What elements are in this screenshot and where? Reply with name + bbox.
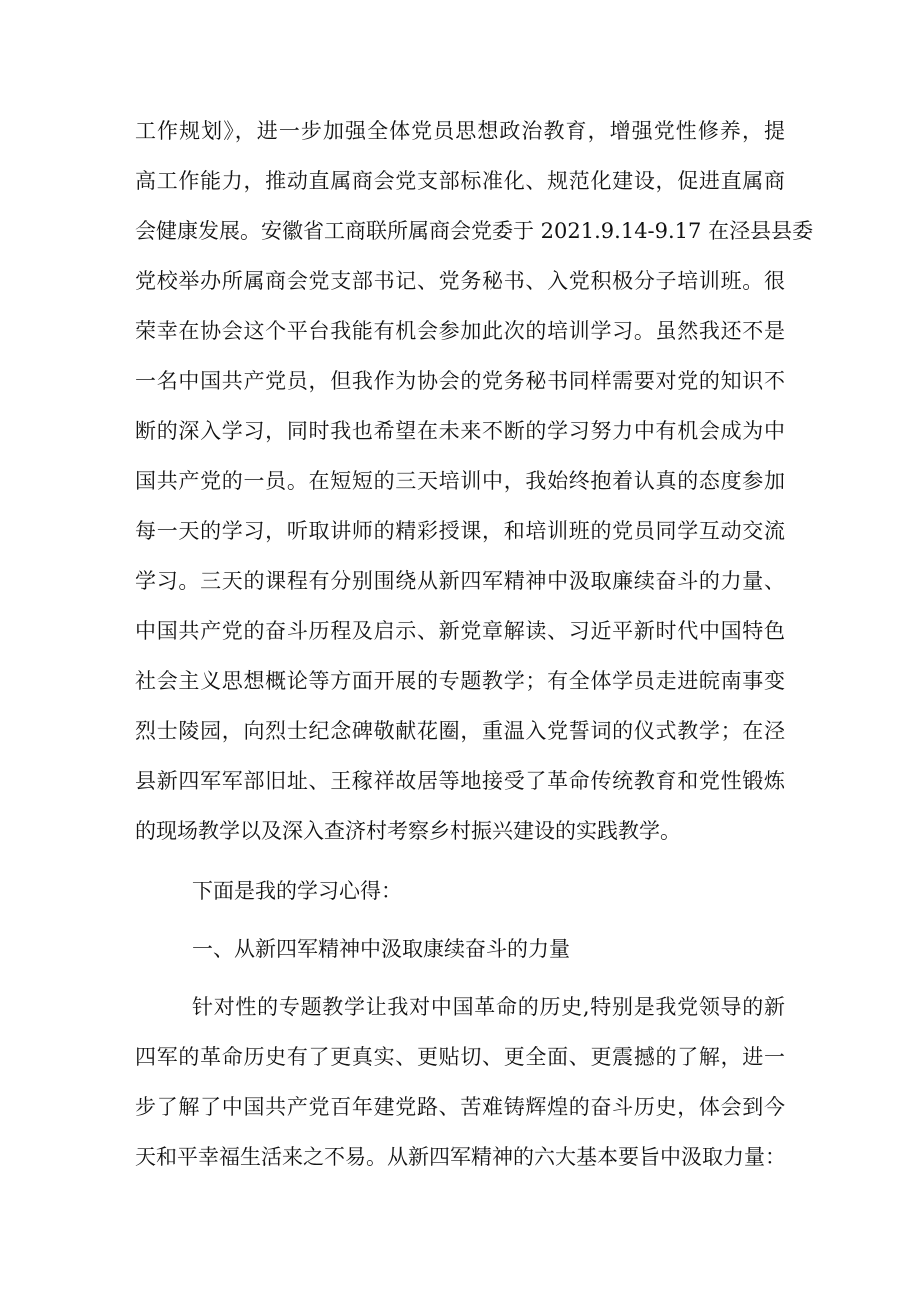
paragraph-line: 学习。三天的课程有分别围绕从新四军精神中汲取廉续奋斗的力量、 [135, 569, 785, 593]
paragraph-line: 针对性的专题教学让我对中国革命的历史,特别是我党领导的新 [192, 995, 785, 1019]
paragraph-line: 天和平幸福生活来之不易。从新四军精神的六大基本要旨中汲取力量： [135, 1145, 786, 1169]
paragraph-line: 荣幸在协会这个平台我能有机会参加此次的培训学习。虽然我还不是 [135, 319, 785, 343]
paragraph-line: 会健康发展。安徽省工商联所属商会党委于 2021.9.14-9.17 在泾县县委 [135, 219, 814, 243]
paragraph-line: 中国共产党的奋斗历程及启示、新党章解读、习近平新时代中国特色 [135, 619, 785, 643]
section-one-heading: 一、从新四军精神中汲取康续奋斗的力量 [192, 937, 570, 961]
paragraph-line: 每一天的学习，听取讲师的精彩授课，和培训班的党员同学互动交流 [135, 519, 785, 543]
paragraph-line: 工作规划》，进一步加强全体党员思想政治教育，增强党性修养，提 [135, 119, 785, 143]
paragraph-line: 社会主义思想概论等方面开展的专题教学；有全体学员走进皖南事变 [135, 669, 785, 693]
paragraph-line: 国共产党的一员。在短短的三天培训中，我始终抱着认真的态度参加 [135, 469, 785, 493]
paragraph-line: 步了解了中国共产党百年建党路、苦难铸辉煌的奋斗历史，体会到今 [135, 1095, 785, 1119]
paragraph-line: 一名中国共产党员，但我作为协会的党务秘书同样需要对党的知识不 [135, 369, 785, 393]
paragraph-line: 四军的革命历史有了更真实、更贴切、更全面、更震撼的了解，进一 [135, 1045, 785, 1069]
paragraph-line: 的现场教学以及深入查济村考察乡村振兴建设的实践教学。 [135, 819, 681, 843]
paragraph-line: 党校举办所属商会党支部书记、党务秘书、入党积极分子培训班。很 [135, 269, 785, 293]
intro-heading: 下面是我的学习心得： [192, 879, 402, 903]
paragraph-line: 烈士陵园，向烈士纪念碑敬献花圈，重温入党誓词的仪式教学；在泾 [135, 719, 785, 743]
paragraph-line: 高工作能力，推动直属商会党支部标准化、规范化建设，促进直属商 [135, 169, 785, 193]
paragraph-line: 断的深入学习，同时我也希望在未来不断的学习努力中有机会成为中 [135, 419, 785, 443]
paragraph-line: 县新四军军部旧址、王稼祥故居等地接受了革命传统教育和党性锻炼 [135, 769, 785, 793]
